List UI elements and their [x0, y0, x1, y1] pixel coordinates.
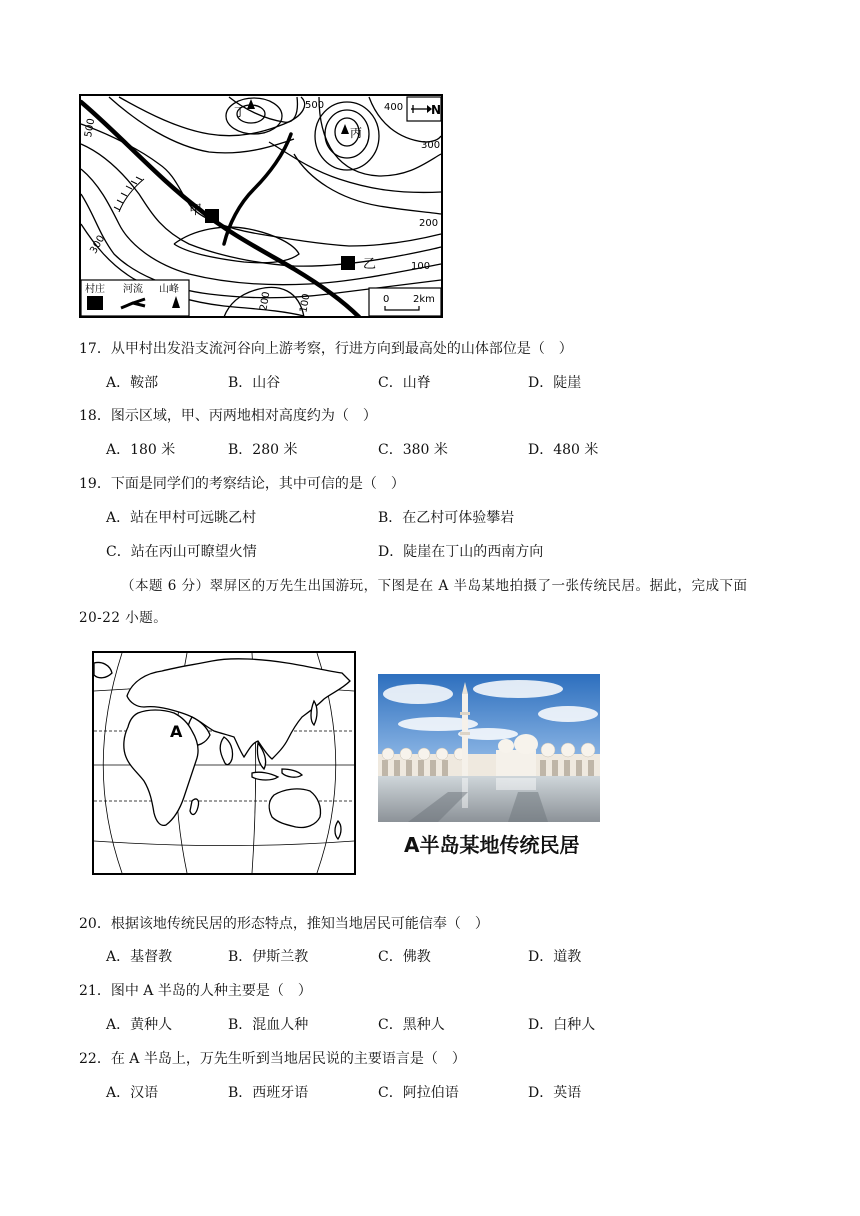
contour-value: 300	[421, 140, 441, 151]
question-19-option-d[interactable]: D．陡崖在丁山的西南方向	[378, 544, 544, 560]
photo-caption: A半岛某地传统民居	[404, 833, 580, 857]
contour-value: 500	[83, 117, 98, 139]
contour-value: 100	[411, 261, 431, 272]
map-scale	[369, 288, 441, 316]
question-21-stem: 21．图中 A 半岛的人种主要是（ ）	[79, 983, 312, 999]
north-arrow-label: N	[431, 103, 442, 117]
peak-ding-label: 丁	[234, 105, 247, 119]
question-21-option-d[interactable]: D．白种人	[528, 1017, 596, 1033]
village-jia-marker	[205, 209, 219, 223]
legend-peak-label: 山峰	[159, 284, 179, 295]
village-jia-label: 甲	[189, 203, 203, 218]
map-legend	[81, 280, 189, 316]
question-19-option-c[interactable]: C．站在丙山可瞭望火情	[106, 544, 257, 560]
question-20-option-b[interactable]: B．伊斯兰教	[228, 949, 309, 965]
question-19-option-a[interactable]: A．站在甲村可远眺乙村	[106, 510, 257, 526]
contour-value: 500	[305, 100, 325, 111]
question-21-option-a[interactable]: A．黄种人	[106, 1017, 173, 1033]
scale-zero-label: 0	[383, 294, 390, 305]
legend-river-label: 河流	[123, 284, 143, 295]
intro-line-1: （本题 6 分）翠屏区的万先生出国游玩，下图是在 A 半岛某地拍摄了一张传统民居。据此，完成下面	[121, 578, 748, 594]
question-21-option-b[interactable]: B．混血人种	[228, 1017, 309, 1033]
contour-value: 300	[88, 233, 108, 256]
main-hall	[496, 750, 536, 776]
village-yi-label: 乙	[363, 257, 377, 272]
side-dome	[498, 739, 514, 753]
question-20-option-c[interactable]: C．佛教	[378, 949, 431, 965]
courtyard-floor	[378, 776, 600, 822]
question-17-option-d[interactable]: D．陡崖	[528, 375, 582, 391]
question-19-stem: 19．下面是同学们的考察结论，其中可信的是（ ）	[79, 476, 405, 492]
question-22-option-a[interactable]: A．汉语	[106, 1085, 159, 1101]
topographic-map	[79, 94, 443, 318]
peak-bing-label: 丙	[350, 126, 363, 140]
village-yi-marker	[341, 256, 355, 270]
north-arrow	[407, 97, 441, 121]
question-18-option-d[interactable]: D．480 米	[528, 442, 599, 458]
mosque-photo	[378, 674, 600, 822]
question-20-option-d[interactable]: D．道教	[528, 949, 582, 965]
question-19-option-b[interactable]: B．在乙村可体验攀岩	[378, 510, 515, 526]
contour-value: 100	[298, 292, 313, 314]
question-18-option-b[interactable]: B．280 米	[228, 442, 298, 458]
question-17-stem: 17．从甲村出发沿支流河谷向上游考察，行进方向到最高处的山体部位是（ ）	[79, 341, 573, 357]
topographic-map-svg	[79, 94, 443, 318]
question-22-stem: 22．在 A 半岛上，万先生听到当地居民说的主要语言是（ ）	[79, 1051, 466, 1067]
intro-line-2: 20-22 小题。	[79, 610, 168, 626]
question-18-option-c[interactable]: C．380 米	[378, 442, 448, 458]
contour-value: 400	[384, 102, 404, 113]
question-21-option-c[interactable]: C．黑种人	[378, 1017, 445, 1033]
legend-village-label: 村庄	[85, 284, 105, 295]
legend-village-icon	[87, 296, 103, 310]
question-17-option-a[interactable]: A．鞍部	[106, 375, 159, 391]
question-17-option-c[interactable]: C．山脊	[378, 375, 431, 391]
contour-value: 200	[419, 218, 439, 229]
peninsula-a-label: A	[170, 722, 183, 741]
contour-value: 200	[258, 290, 273, 312]
question-22-option-c[interactable]: C．阿拉伯语	[378, 1085, 459, 1101]
question-18-stem: 18．图示区域，甲、丙两地相对高度约为（ ）	[79, 408, 377, 424]
scale-dist-label: 2km	[413, 294, 435, 305]
question-18-option-a[interactable]: A．180 米	[106, 442, 176, 458]
question-22-option-b[interactable]: B．西班牙语	[228, 1085, 309, 1101]
world-map-svg	[92, 651, 356, 875]
main-dome	[514, 734, 538, 754]
question-20-option-a[interactable]: A．基督教	[106, 949, 173, 965]
world-map	[92, 651, 356, 875]
question-17-option-b[interactable]: B．山谷	[228, 375, 281, 391]
question-20-stem: 20．根据该地传统民居的形态特点，推知当地居民可能信奉（ ）	[79, 916, 489, 932]
question-22-option-d[interactable]: D．英语	[528, 1085, 582, 1101]
mosque-photo-svg	[378, 674, 600, 822]
